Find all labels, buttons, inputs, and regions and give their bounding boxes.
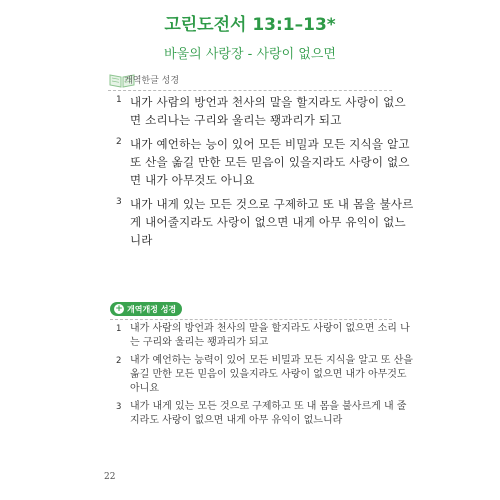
verse-number: 1 (116, 324, 122, 334)
section-divider (108, 90, 392, 91)
section-badge (110, 302, 182, 316)
verse-item (116, 354, 416, 396)
verse-number: 2 (116, 137, 122, 147)
verse-item (116, 195, 416, 249)
verse-list-krv (116, 93, 416, 255)
verse-number: 2 (116, 356, 122, 366)
section-label-nkrv: 개역개정 성경 (127, 304, 177, 314)
verse-number: 3 (116, 197, 122, 207)
verse-number: 3 (116, 402, 122, 412)
verse-item (116, 93, 416, 129)
verse-text: 내가 예언하는 능이 있어 모든 비밀과 모든 지식을 알고 또 산을 옮길 만한 모든 믿음이 있을지라도 사랑이 없으면 내가 아무것도 아니요 (130, 137, 410, 187)
page-subtitle: 바울의 사랑장 - 사랑이 없으면 (164, 47, 336, 62)
section-header-nkrv (110, 302, 410, 318)
verse-number: 1 (116, 95, 122, 105)
verse-item (116, 135, 416, 189)
verse-text: 내가 내게 있는 모든 것으로 구제하고 또 내 몸을 불사르게 내어줄지라도 사랑이 없으면 내게 아무 유익이 없느니라 (130, 197, 414, 247)
verse-list-nkrv (116, 322, 416, 432)
page-number: 22 (104, 472, 116, 482)
plus-icon: + (115, 304, 123, 314)
verse-text: 내가 내게 있는 모든 것으로 구제하고 또 내 몸을 불사르게 내 줄지라도 사랑이 없으면 내게 아무 유익이 없느니라 (130, 401, 407, 426)
section-label-krv: 개역한글 성경 (124, 76, 180, 86)
section-header-krv (108, 72, 408, 88)
verse-text: 내가 예언하는 능력이 있어 모든 비밀과 모든 지식을 알고 또 산을 옮길 만한 모든 믿음이 있을지라도 사랑이 없으면 내가 아무것도 아니요 (130, 355, 413, 394)
verse-text: 내가 사람의 방언과 천사의 말을 할지라도 사랑이 없으면 소리 나는 구리와 울리는 꽹과리가 되고 (130, 323, 410, 348)
verse-item (116, 400, 416, 428)
section-divider (110, 319, 392, 320)
verse-text: 내가 사람의 방언과 천사의 말을 할지라도 사랑이 없으면 소리나는 구리와 울리는 꽹과리가 되고 (130, 95, 406, 127)
verse-item (116, 322, 416, 350)
page-title: 고린도전서 13:1–13* (164, 15, 336, 35)
